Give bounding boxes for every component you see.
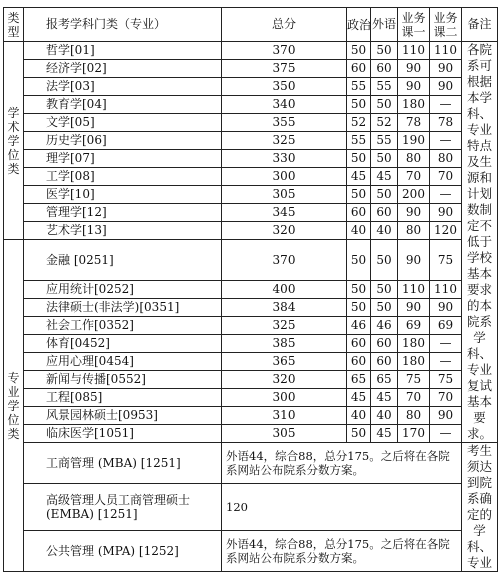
table-row — [4, 60, 498, 78]
header-note: 备注 — [462, 8, 498, 42]
score-politics: 60 — [347, 60, 371, 78]
score-politics: 50 — [347, 299, 371, 317]
score-politics: 52 — [347, 114, 371, 132]
note-academic: 各院系可根据本学科、专业特点及生源和计划数制定不低于学校基本要求的本院系学科、专业复试基本要求。 — [462, 42, 498, 443]
score-c2: 90 — [430, 299, 462, 317]
score-foreign: 60 — [371, 353, 398, 371]
score-foreign: 60 — [371, 60, 398, 78]
score-foreign: 55 — [371, 78, 398, 96]
score-total: 375 — [222, 60, 347, 78]
score-c1: 69 — [398, 317, 430, 335]
subject-name: 法学[03] — [24, 78, 222, 96]
table-row — [4, 317, 498, 335]
score-total: 325 — [222, 132, 347, 150]
subject-name: 高级管理人员工商管理硕士 (EMBA) [1251] — [24, 483, 222, 531]
table-row — [4, 371, 498, 389]
score-c1: 90 — [398, 60, 430, 78]
score-c2: 110 — [430, 281, 462, 299]
table-row-special — [4, 531, 498, 572]
score-c2: 75 — [430, 371, 462, 389]
score-total: 320 — [222, 222, 347, 240]
score-total: 384 — [222, 299, 347, 317]
score-foreign: 50 — [371, 96, 398, 114]
score-c1: 90 — [398, 299, 430, 317]
score-foreign: 50 — [371, 186, 398, 204]
header-total: 总分 — [222, 8, 347, 42]
score-c2: 90 — [430, 204, 462, 222]
subject-name: 临床医学[1051] — [24, 425, 222, 443]
table-row — [4, 168, 498, 186]
score-total: 370 — [222, 42, 347, 60]
score-total: 350 — [222, 78, 347, 96]
score-politics: 55 — [347, 132, 371, 150]
score-c2: 80 — [430, 150, 462, 168]
header-type: 类型 — [4, 8, 24, 42]
score-c2: 90 — [430, 407, 462, 425]
score-politics: 50 — [347, 42, 371, 60]
score-foreign: 46 — [371, 317, 398, 335]
subject-name: 工商管理 (MBA) [1251] — [24, 443, 222, 484]
group-label-professional: 专业学位类 — [4, 240, 24, 572]
table-row — [4, 281, 498, 299]
score-c1: 90 — [398, 240, 430, 281]
table-row — [4, 353, 498, 371]
header-politics: 政治 — [347, 8, 371, 42]
score-total: 340 — [222, 96, 347, 114]
score-c2: — — [430, 335, 462, 353]
score-politics: 50 — [347, 425, 371, 443]
special-requirement: 外语44，综合88，总分175。之后将在各院系网站公布院系分数方案。 — [222, 443, 462, 484]
group-label-academic: 学术学位类 — [4, 42, 24, 240]
score-politics: 50 — [347, 240, 371, 281]
score-total: 355 — [222, 114, 347, 132]
table-row — [4, 150, 498, 168]
subject-name: 历史学[06] — [24, 132, 222, 150]
score-politics: 65 — [347, 371, 371, 389]
score-c1: 190 — [398, 132, 430, 150]
score-politics: 45 — [347, 389, 371, 407]
score-c2: 75 — [430, 240, 462, 281]
score-c2: 69 — [430, 317, 462, 335]
subject-name: 金融 [0251] — [24, 240, 222, 281]
subject-name: 理学[07] — [24, 150, 222, 168]
subject-name: 公共管理 (MPA) [1252] — [24, 531, 222, 572]
table-row — [4, 425, 498, 443]
score-table-body — [4, 8, 498, 572]
score-c1: 110 — [398, 281, 430, 299]
score-politics: 45 — [347, 168, 371, 186]
subject-name: 应用心理[0454] — [24, 353, 222, 371]
header-row — [4, 8, 498, 42]
subject-name: 体育[0452] — [24, 335, 222, 353]
subject-name: 哲学[01] — [24, 42, 222, 60]
score-c2: 70 — [430, 168, 462, 186]
score-c2: 110 — [430, 42, 462, 60]
score-total: 305 — [222, 425, 347, 443]
score-c1: 90 — [398, 204, 430, 222]
score-politics: 40 — [347, 222, 371, 240]
score-politics: 60 — [347, 335, 371, 353]
score-c1: 70 — [398, 168, 430, 186]
score-c2: 90 — [430, 78, 462, 96]
table-row — [4, 204, 498, 222]
note-professional: 考生须达到院系确定的学科、专业 — [462, 443, 498, 572]
score-c1: 80 — [398, 222, 430, 240]
subject-name: 法律硕士(非法学)[0351] — [24, 299, 222, 317]
table-row — [4, 240, 498, 281]
table-row — [4, 96, 498, 114]
table-row-special — [4, 483, 498, 531]
subject-name: 经济学[02] — [24, 60, 222, 78]
table-row — [4, 132, 498, 150]
score-c2: 120 — [430, 222, 462, 240]
score-c2: — — [430, 186, 462, 204]
table-row — [4, 78, 498, 96]
score-c1: 170 — [398, 425, 430, 443]
header-course1: 业务课一 — [398, 8, 430, 42]
score-total: 370 — [222, 240, 347, 281]
score-c1: 80 — [398, 407, 430, 425]
score-c2: 70 — [430, 389, 462, 407]
score-politics: 50 — [347, 150, 371, 168]
score-c2: 90 — [430, 60, 462, 78]
score-c2: — — [430, 132, 462, 150]
score-politics: 50 — [347, 96, 371, 114]
score-c2: — — [430, 96, 462, 114]
score-total: 300 — [222, 389, 347, 407]
table-row — [4, 114, 498, 132]
header-course2: 业务课二 — [430, 8, 462, 42]
score-c2: — — [430, 353, 462, 371]
score-total: 310 — [222, 407, 347, 425]
special-requirement: 120 — [222, 483, 462, 531]
score-total: 320 — [222, 371, 347, 389]
subject-name: 新闻与传播[0552] — [24, 371, 222, 389]
score-foreign: 45 — [371, 389, 398, 407]
score-foreign: 50 — [371, 42, 398, 60]
subject-name: 应用统计[0252] — [24, 281, 222, 299]
score-total: 305 — [222, 186, 347, 204]
table-row-special — [4, 443, 498, 484]
score-total: 385 — [222, 335, 347, 353]
subject-name: 教育学[04] — [24, 96, 222, 114]
subject-name: 工学[08] — [24, 168, 222, 186]
score-total: 325 — [222, 317, 347, 335]
score-foreign: 52 — [371, 114, 398, 132]
table-row — [4, 222, 498, 240]
score-foreign: 45 — [371, 425, 398, 443]
subject-name: 医学[10] — [24, 186, 222, 204]
table-row — [4, 42, 498, 60]
subject-name: 工程[085] — [24, 389, 222, 407]
score-c1: 80 — [398, 150, 430, 168]
score-total: 330 — [222, 150, 347, 168]
table-row — [4, 186, 498, 204]
table-row — [4, 335, 498, 353]
score-c1: 75 — [398, 371, 430, 389]
subject-name: 社会工作[0352] — [24, 317, 222, 335]
score-foreign: 65 — [371, 371, 398, 389]
score-foreign: 40 — [371, 407, 398, 425]
score-c2: 78 — [430, 114, 462, 132]
table-row — [4, 389, 498, 407]
subject-name: 艺术学[13] — [24, 222, 222, 240]
score-total: 365 — [222, 353, 347, 371]
score-table — [3, 7, 498, 572]
score-politics: 60 — [347, 353, 371, 371]
score-foreign: 45 — [371, 168, 398, 186]
score-c2: — — [430, 425, 462, 443]
score-politics: 46 — [347, 317, 371, 335]
score-politics: 50 — [347, 186, 371, 204]
subject-name: 文学[05] — [24, 114, 222, 132]
table-row — [4, 299, 498, 317]
score-politics: 55 — [347, 78, 371, 96]
score-c1: 78 — [398, 114, 430, 132]
score-foreign: 50 — [371, 150, 398, 168]
score-foreign: 40 — [371, 222, 398, 240]
score-c1: 180 — [398, 96, 430, 114]
score-c1: 180 — [398, 335, 430, 353]
score-c1: 70 — [398, 389, 430, 407]
score-total: 300 — [222, 168, 347, 186]
score-c1: 200 — [398, 186, 430, 204]
score-foreign: 55 — [371, 132, 398, 150]
score-c1: 110 — [398, 42, 430, 60]
score-foreign: 60 — [371, 335, 398, 353]
score-foreign: 50 — [371, 299, 398, 317]
subject-name: 管理学[12] — [24, 204, 222, 222]
score-foreign: 50 — [371, 240, 398, 281]
subject-name: 风景园林硕士[0953] — [24, 407, 222, 425]
score-foreign: 50 — [371, 281, 398, 299]
score-politics: 60 — [347, 204, 371, 222]
score-total: 345 — [222, 204, 347, 222]
score-politics: 50 — [347, 281, 371, 299]
score-politics: 40 — [347, 407, 371, 425]
table-row — [4, 407, 498, 425]
header-subject: 报考学科门类（专业） — [24, 8, 222, 42]
score-foreign: 60 — [371, 204, 398, 222]
header-foreign: 外语 — [371, 8, 398, 42]
score-total: 400 — [222, 281, 347, 299]
special-requirement: 外语44，综合88，总分175。之后将在各院系网站公布院系分数方案。 — [222, 531, 462, 572]
score-c1: 90 — [398, 78, 430, 96]
score-c1: 180 — [398, 353, 430, 371]
